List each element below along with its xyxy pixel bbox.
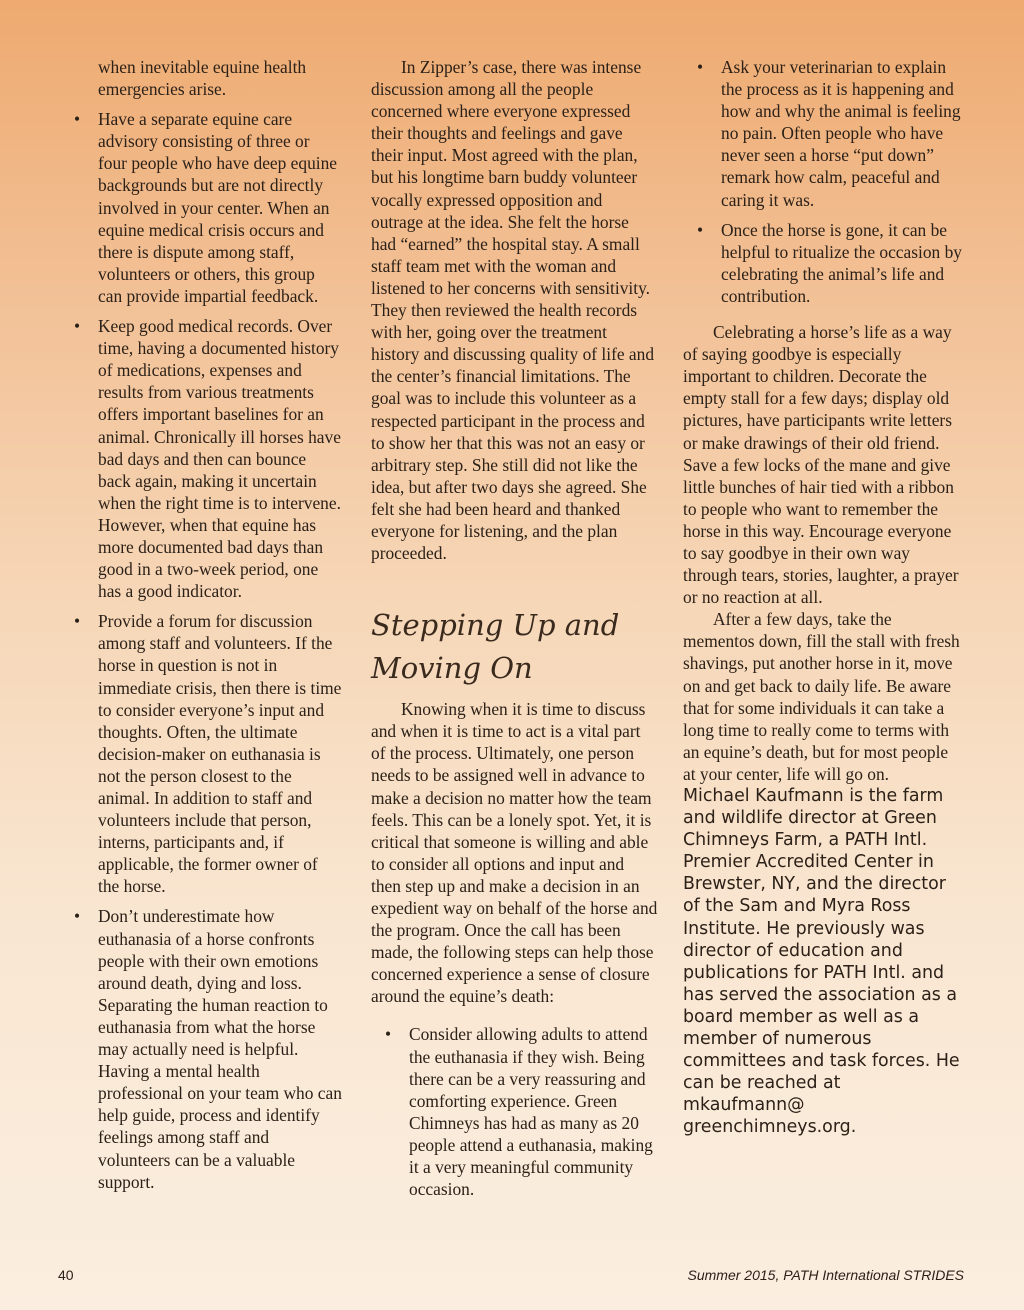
list-item: • Once the horse is gone, it can be helpful to ritualize the occasion by celebrating the animal’s life and contribution. [683, 219, 965, 307]
column-2 [371, 56, 658, 1200]
body-paragraph: Knowing when it is time to discuss and when it is time to act is a vital part of the process. Ultimately, one person needs to be assigned well in advance to make a decision no matter how the team feels. This can be a lonely spot. Yet, it is critical that someone is willing and able to consider all options and input and then step up and make a decision in an expedient way on behalf of the horse and the program. Once the call has been made, the following steps can help those concerned experience a sense of closure around the equine’s death: [371, 699, 658, 1007]
guideline-list [70, 108, 342, 1193]
list-item: • Have a separate equine care advisory consisting of three or four people who have deep equine backgrounds but are not directly involved in your center. When an equine medical crisis occurs and there is dispute among staff, volunteers or others, this group can provide impartial feedback. [70, 108, 342, 307]
continued-text: when inevitable equine health emergencies arise. [98, 57, 307, 100]
publication-footer: Summer 2015, PATH International STRIDES [687, 1267, 964, 1283]
list-item: • Don’t underestimate how euthanasia of a horse confronts people with their own emotions around death, dying and loss. Separating the human reaction to euthanasia from what the horse may actually need is helpful. Having a mental health professional on your team who can help guide, process and identify feelings among staff and volunteers can be a valuable support. [70, 905, 342, 1192]
closure-steps-list-continued [683, 56, 965, 307]
author-bio: Michael Kaufmann is the farm and wildlife director at Green Chimneys Farm, a PATH Intl. Premier Accredited Center in Brewster, NY, and the director of the Sam and Myra Ross Institute. He previously was director of education and publications for PATH Intl. and has served the association as a board member as well as a member of numerous committees and task forces. He can be reached at mkaufmann@ greenchimneys.org. [683, 786, 960, 1138]
body-paragraph: Celebrating a horse’s life as a way of saying goodbye is especially important to children. Decorate the empty stall for a few days; display old pictures, have participants write letters or make drawings of their old friend. Save a few locks of the mane and give little bunches of hair tied with a ribbon to people who want to remember the horse in this way. Encourage everyone to say goodbye in their own way through tears, stories, laughter, a prayer or no reaction at all. [683, 322, 959, 608]
heading-line: Moving On [371, 651, 533, 686]
page-number: 40 [58, 1267, 74, 1283]
body-paragraph: After a few days, take the mementos down, fill the stall with fresh shavings, put another horse in it, move on and get back to daily life. Be aware that for some individuals it can take a long time to really come to terms with an equine’s death, but for most people at your center, life will go on. [683, 609, 960, 784]
list-item: • Consider allowing adults to attend the euthanasia if they wish. Being there can be a very reassuring and comforting experience. Green Chimneys has had as many as 20 people attend a euthanasia, making it a very meaningful community occasion. [371, 1023, 658, 1200]
list-item: • Keep good medical records. Over time, having a documented history of medications, expenses and results from various treatments offers important baselines for an animal. Chronically ill horses have bad days and then can bounce back again, making it uncertain when the right time is to intervene. However, when that equine has more documented bad days than good in a two-week period, one has a good indicator. [70, 315, 342, 602]
closure-steps-list [371, 1023, 658, 1200]
list-item: • Ask your veterinarian to explain the process as it is happening and how and why the animal is feeling no pain. Often people who have never seen a horse “put down” remark how calm, peaceful and caring it was. [683, 56, 965, 211]
column-1 [70, 56, 342, 1193]
list-item: • Provide a forum for discussion among staff and volunteers. If the horse in question is not in immediate crisis, then there is time to consider everyone’s input and thoughts. Often, the ultimate decision-maker on euthanasia is not the person closest to the animal. In addition to staff and volunteers include that person, interns, participants and, if applicable, the former owner of the horse. [70, 610, 342, 897]
section-heading [371, 604, 658, 690]
column-3 [683, 56, 965, 1139]
heading-line: Stepping Up and [371, 608, 620, 643]
body-paragraph: In Zipper’s case, there was intense discussion among all the people concerned where everyone expressed their thoughts and feelings and gave their input. Most agreed with the plan, but his longtime barn buddy volunteer vocally expressed opposition and outrage at the idea. She felt the horse had “earned” the hospital stay. A small staff team met with the woman and listened to her concerns with sensitivity. They then reviewed the health records with her, going over the treatment history and discussing quality of life and the center’s financial limitations. The goal was to include this volunteer as a respected participant in the process and to show her that this was not an easy or arbitrary step. She still did not like the idea, but after two days she agreed. She felt she had been heard and thanked everyone for listening, and the plan proceeded. [371, 57, 655, 564]
